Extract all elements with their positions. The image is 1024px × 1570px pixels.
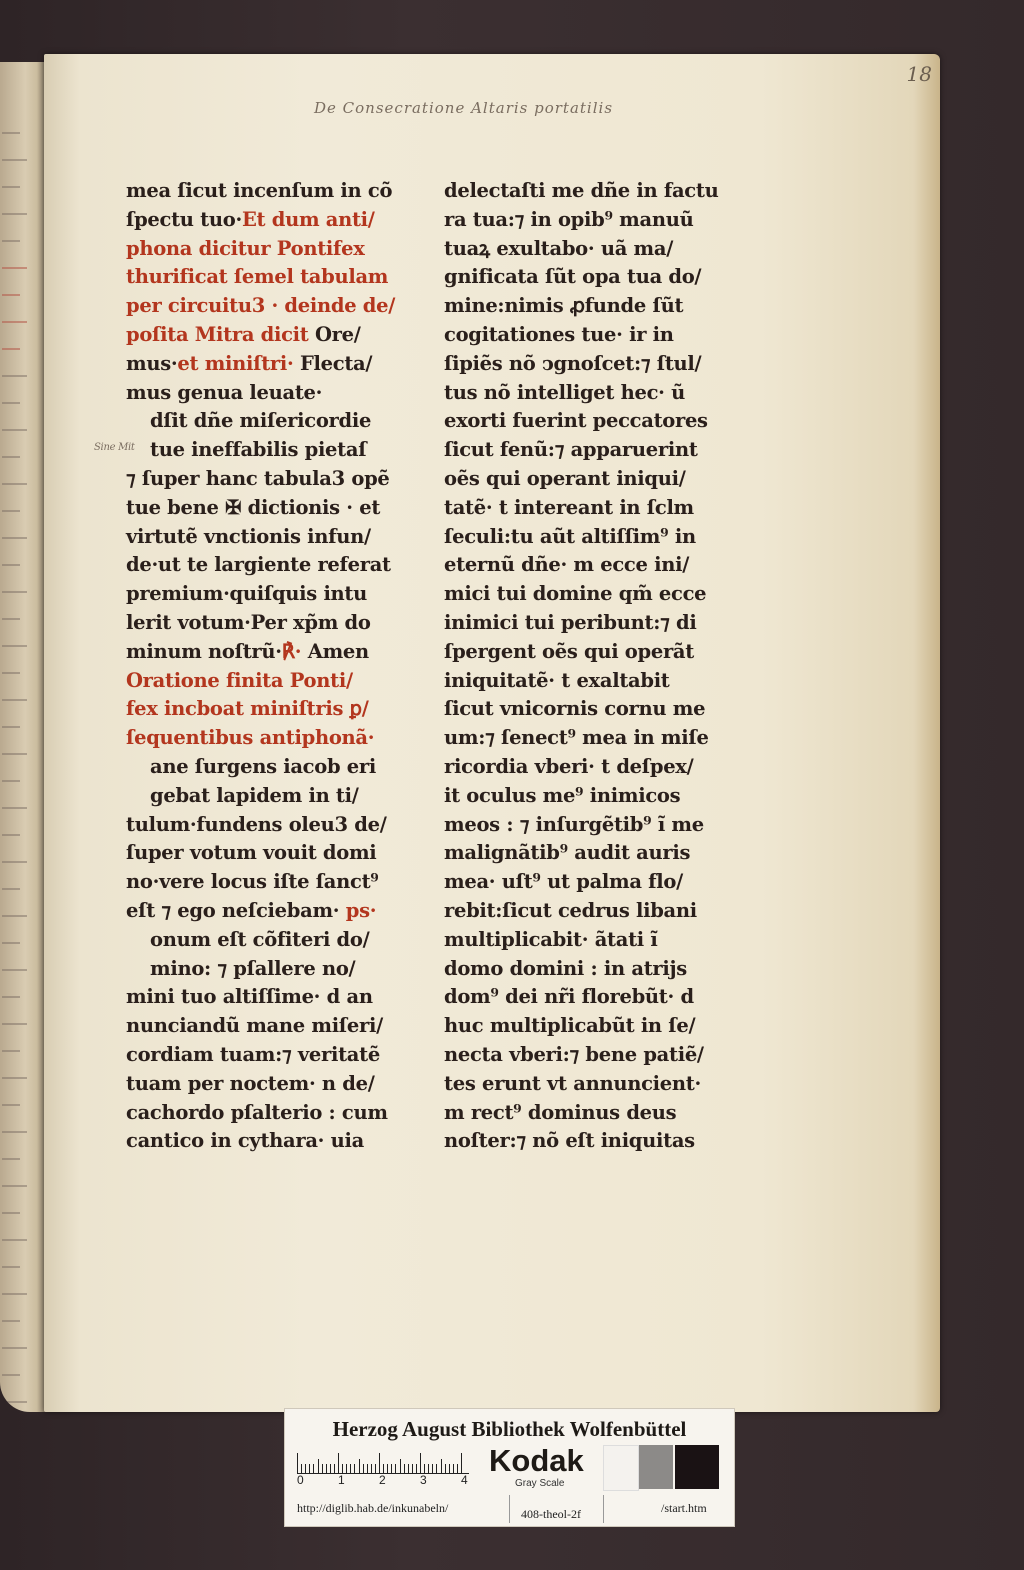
text-line <box>126 292 444 321</box>
text-line <box>126 551 444 580</box>
bleed-through-line <box>2 186 20 188</box>
text-line: ſipiẽs nõ ↄgnoſcet:⁊ ſtul/ <box>444 351 702 375</box>
text-segment: premium·quiſquis intu <box>126 582 368 606</box>
bleed-through-line <box>2 1239 27 1241</box>
text-column-left <box>94 177 444 1156</box>
bleed-through-line <box>2 321 27 323</box>
bleed-through-line <box>2 213 27 215</box>
text-line <box>126 695 444 724</box>
bleed-through-line <box>2 1293 27 1295</box>
text-line: inimici tui peribunt:⁊ di <box>444 610 697 634</box>
bleed-through-line <box>2 1320 20 1322</box>
text-line <box>126 782 444 811</box>
ruler-tick <box>354 1464 355 1473</box>
ruler-tick <box>371 1464 372 1473</box>
text-segment: mino: ⁊ pſallere no/ <box>150 956 356 980</box>
text-line <box>126 897 444 926</box>
text-line <box>126 494 444 523</box>
text-line: tatẽ· t intereant in ſclm <box>444 495 694 519</box>
ruler-tick <box>457 1464 458 1473</box>
text-line <box>126 177 444 206</box>
ruler-tick <box>449 1464 450 1473</box>
text-line: domo domini : in atrijs <box>444 956 687 980</box>
ruler-tick <box>400 1459 401 1473</box>
text-line <box>126 1012 444 1041</box>
text-line <box>126 983 444 1012</box>
running-head: De Consecratione Altaris portatilis <box>314 99 614 117</box>
text-line: ſeculi:tu aũt altiſſim⁹ in <box>444 524 696 548</box>
ruler-tick <box>453 1464 454 1473</box>
bleed-through-line <box>2 348 20 350</box>
bleed-through-line <box>2 1104 20 1106</box>
divider <box>603 1495 604 1523</box>
text-segment: nunciandũ mane miſeri/ <box>126 1014 383 1038</box>
text-line: tes erunt vt annuncient· <box>444 1071 701 1095</box>
text-segment: virtutẽ vnctionis infun/ <box>126 524 371 548</box>
bleed-through-line <box>2 753 27 755</box>
text-line: it oculus me⁹ inimicos <box>444 783 681 807</box>
bleed-through-line <box>2 834 20 836</box>
rubric-segment: per circuitu3 · deinde de/ <box>126 294 396 318</box>
text-line: exorti fuerint peccatores <box>444 409 708 433</box>
text-line: m rect⁹ dominus deus <box>444 1100 677 1124</box>
text-line: tuaꝝ exultabo· uã ma/ <box>444 236 674 260</box>
ruler-tick <box>391 1464 392 1473</box>
ruler-tick <box>416 1464 417 1473</box>
text-line <box>126 235 444 264</box>
text-line: eternũ dñe· m ecce ini/ <box>444 553 690 577</box>
bleed-through-line <box>2 888 20 890</box>
text-segment: Amen <box>301 639 369 663</box>
text-column-right <box>444 177 756 1156</box>
ruler-tick <box>428 1464 429 1473</box>
text-line <box>126 811 444 840</box>
text-segment: dſit dñe miſericordie <box>150 409 372 433</box>
text-segment: no·vere locus iſte ſanct⁹ <box>126 870 379 894</box>
text-segment: ſuper votum vouit domi <box>126 841 377 865</box>
text-segment: lerit votum·Per xp̃m do <box>126 610 371 634</box>
bleed-through-line <box>2 132 20 134</box>
bleed-through-line <box>2 1212 20 1214</box>
text-segment: cachordo pſalterio : cum <box>126 1100 388 1124</box>
text-line: malignãtib⁹ audit auris <box>444 841 691 865</box>
rubric-segment: ſequentibus antiphonã· <box>126 726 375 750</box>
text-segment: Flecta/ <box>293 351 373 375</box>
ruler-tick <box>318 1459 319 1473</box>
rubric-segment: Et dum anti/ <box>241 207 375 231</box>
bleed-through-line <box>2 915 27 917</box>
bleed-through-line <box>2 240 20 242</box>
text-segment: ane ſurgens iacob eri <box>150 754 376 778</box>
text-line <box>126 839 444 868</box>
text-segment: de·ut te largiente referat <box>126 553 391 577</box>
text-line <box>126 379 444 408</box>
bleed-through-line <box>2 483 27 485</box>
text-segment: onum eſt cõfiteri do/ <box>150 927 370 951</box>
rubric-segment: ℟· <box>281 639 302 663</box>
text-segment: mus genua leuate· <box>126 380 323 404</box>
margin-note: Sine Mit <box>94 442 135 453</box>
text-segment: tuam per noctem· n de/ <box>126 1071 375 1095</box>
text-line: huc multiplicabũt in ſe/ <box>444 1014 696 1038</box>
folio-number: 18 <box>906 62 932 86</box>
ruler-tick <box>309 1464 310 1473</box>
bleed-through-line <box>2 429 27 431</box>
text-line: necta vberi:⁊ bene patiẽ/ <box>444 1042 704 1066</box>
ruler-tick <box>326 1464 327 1473</box>
text-line: cogitationes tue· ir in <box>444 322 674 346</box>
text-line <box>126 407 444 436</box>
text-line: um:⁊ ſenect⁹ mea in miſe <box>444 726 709 750</box>
text-line <box>126 753 444 782</box>
bleed-through-line <box>2 1131 27 1133</box>
bleed-through-line <box>2 294 20 296</box>
text-line: mici tui domine qm̃ ecce <box>444 582 707 606</box>
text-segment: Ore/ <box>308 322 361 346</box>
ruler-tick <box>424 1464 425 1473</box>
text-segment: ſpectu tuo· <box>126 207 242 231</box>
text-line: delectaſti me dñe in factu <box>444 179 719 202</box>
text-line: multiplicabit· ãtati ĩ <box>444 927 658 951</box>
text-line: iniquitatẽ· t exaltabit <box>444 668 670 692</box>
bleed-through-line <box>2 780 20 782</box>
rubric-segment: et miniſtri· <box>177 351 294 375</box>
bleed-through-line <box>2 267 27 269</box>
text-line <box>126 263 444 292</box>
text-line: ricordia vberi· t deſpex/ <box>444 754 694 778</box>
ruler-tick <box>408 1464 409 1473</box>
bleed-through-line <box>2 1374 20 1376</box>
ruler-number: 0 <box>297 1473 304 1487</box>
bleed-through-line <box>2 645 27 647</box>
bleed-through-line <box>2 1266 20 1268</box>
bleed-through-line <box>2 1401 27 1403</box>
ruler-tick <box>461 1453 462 1473</box>
text-line: meos : ⁊ inſurgẽtib⁹ ĩ me <box>444 812 704 836</box>
bleed-through-line <box>2 861 27 863</box>
text-line <box>126 523 444 552</box>
bleed-through-line <box>2 807 27 809</box>
text-line <box>126 1099 444 1128</box>
url-left: http://diglib.hab.de/inkunabeln/ <box>297 1501 449 1515</box>
text-line: ſicut fenũ:⁊ apparuerint <box>444 438 698 462</box>
ruler-tick <box>338 1453 339 1473</box>
bleed-through-line <box>2 375 27 377</box>
bleed-through-line <box>2 1077 27 1079</box>
rubric-segment: phona dicitur Pontifex <box>126 236 365 260</box>
rubric-segment: Oratione finita Ponti/ <box>126 668 353 692</box>
ruler-tick <box>375 1464 376 1473</box>
text-line <box>126 1041 444 1070</box>
bleed-through-line <box>2 618 20 620</box>
rubric-segment: fex incboat miniſtris ꝑ/ <box>126 697 369 721</box>
text-segment: gebat lapidem in ti/ <box>150 783 359 807</box>
ruler-tick <box>383 1464 384 1473</box>
text-line <box>126 436 444 465</box>
text-line <box>126 609 444 638</box>
ruler-number: 3 <box>420 1473 427 1487</box>
text-segment: cordiam tuam:⁊ veritatẽ <box>126 1042 380 1066</box>
ruler-number: 4 <box>461 1473 468 1487</box>
text-line: rebit:ſicut cedrus libani <box>444 898 697 922</box>
text-line: gnificata ſũt opa tua do/ <box>444 265 702 289</box>
bleed-through-line <box>2 942 20 944</box>
text-line <box>126 955 444 984</box>
text-line: tus nõ intelliget hec· ũ <box>444 380 685 404</box>
ruler-tick <box>301 1464 302 1473</box>
bleed-through-line <box>2 1185 27 1187</box>
text-segment: mus· <box>126 351 178 375</box>
bleed-through-line <box>2 969 27 971</box>
bleed-through-line <box>2 564 20 566</box>
url-mid: 408-theol-2f <box>521 1507 581 1521</box>
bleed-through-line <box>2 537 27 539</box>
bleed-through-line <box>2 699 27 701</box>
ruler-tick <box>313 1464 314 1473</box>
text-line <box>126 1127 444 1156</box>
divider <box>509 1495 510 1523</box>
bleed-through-line <box>2 402 20 404</box>
facing-page-edge <box>0 62 46 1412</box>
bleed-through-line <box>2 591 27 593</box>
rubric-segment: thurificat ſemel tabulam <box>126 265 389 289</box>
ruler-tick <box>404 1464 405 1473</box>
rubric-segment: ps· <box>339 898 377 922</box>
manuscript-page <box>44 54 940 1412</box>
ruler-tick <box>342 1464 343 1473</box>
text-line <box>126 926 444 955</box>
bleed-through-line <box>2 726 20 728</box>
text-segment: minum noſtrũ· <box>126 639 282 663</box>
gray-swatch-mid <box>639 1445 673 1489</box>
ruler-tick <box>420 1453 421 1473</box>
rubric-segment: poſita Mitra dicit <box>126 322 309 346</box>
ruler-tick <box>395 1464 396 1473</box>
ruler-tick <box>297 1453 298 1473</box>
ruler-number: 1 <box>338 1473 345 1487</box>
text-line <box>126 667 444 696</box>
ruler-tick <box>445 1464 446 1473</box>
ruler-tick <box>346 1464 347 1473</box>
text-line <box>126 868 444 897</box>
ruler-tick <box>363 1464 364 1473</box>
text-segment: mini tuo altiſſime· d an <box>126 985 373 1009</box>
ruler-tick <box>330 1464 331 1473</box>
ruler-tick <box>322 1464 323 1473</box>
text-segment: tue bene ✠ dictionis · et <box>126 495 381 519</box>
bleed-through-line <box>2 159 27 161</box>
text-line: ra tua:⁊ in opib⁹ manuũ <box>444 207 694 231</box>
text-line: mine:nimis ꝓfunde ſũt <box>444 294 684 318</box>
ruler-tick <box>441 1459 442 1473</box>
ruler-tick <box>387 1464 388 1473</box>
bleed-through-line <box>2 1347 27 1349</box>
text-line <box>126 580 444 609</box>
text-line: ſpergent oẽs qui operãt <box>444 639 694 663</box>
text-segment: tulum·fundens oleu3 de/ <box>126 812 387 836</box>
text-line <box>126 1070 444 1099</box>
bleed-through-line <box>2 672 20 674</box>
library-name: Herzog August Bibliothek Wolfenbüttel <box>332 1417 687 1441</box>
gray-swatch-black <box>675 1445 719 1489</box>
text-segment: cantico in cythara· uia <box>126 1129 364 1153</box>
text-line <box>126 350 444 379</box>
bleed-through-line <box>2 510 20 512</box>
text-line <box>126 724 444 753</box>
scale-ruler <box>297 1451 469 1474</box>
ruler-tick <box>334 1464 335 1473</box>
kodak-logo: Kodak <box>489 1443 584 1478</box>
ruler-tick <box>432 1464 433 1473</box>
text-segment: ⁊ ſuper hanc tabula3 opẽ <box>126 466 390 490</box>
text-line: oẽs qui operant iniqui/ <box>444 466 686 490</box>
ruler-tick <box>305 1464 306 1473</box>
text-line <box>126 321 444 350</box>
bleed-through-line <box>2 1050 20 1052</box>
gray-swatch-white <box>603 1445 639 1491</box>
ruler-tick <box>367 1464 368 1473</box>
text-line: ſicut vnicornis cornu me <box>444 697 706 721</box>
bleed-through-line <box>2 996 20 998</box>
ruler-number: 2 <box>379 1473 386 1487</box>
text-line <box>126 206 444 235</box>
text-segment: mea ſicut incenſum in cõ <box>126 179 393 202</box>
ruler-tick <box>412 1464 413 1473</box>
bleed-through-line <box>2 1158 20 1160</box>
ruler-tick <box>359 1459 360 1473</box>
text-segment: eſt ⁊ ego neſciebam· <box>126 898 340 922</box>
text-segment: tue ineffabilis pietaſ <box>150 438 367 462</box>
bleed-through-line <box>2 1023 27 1025</box>
text-line <box>126 465 444 494</box>
text-line: noſter:⁊ nõ eſt iniquitas <box>444 1129 695 1153</box>
gray-scale-label: Gray Scale <box>515 1478 565 1489</box>
archive-label <box>284 1408 735 1527</box>
text-line <box>126 638 444 667</box>
text-line: dom⁹ dei nr̃i florebũt· d <box>444 985 694 1009</box>
ruler-tick <box>379 1453 380 1473</box>
text-line: mea· uſt⁹ ut palma flo/ <box>444 870 683 894</box>
bleed-through-line <box>2 456 20 458</box>
ruler-tick <box>350 1464 351 1473</box>
ruler-tick <box>436 1464 437 1473</box>
url-right: /start.htm <box>661 1501 707 1515</box>
